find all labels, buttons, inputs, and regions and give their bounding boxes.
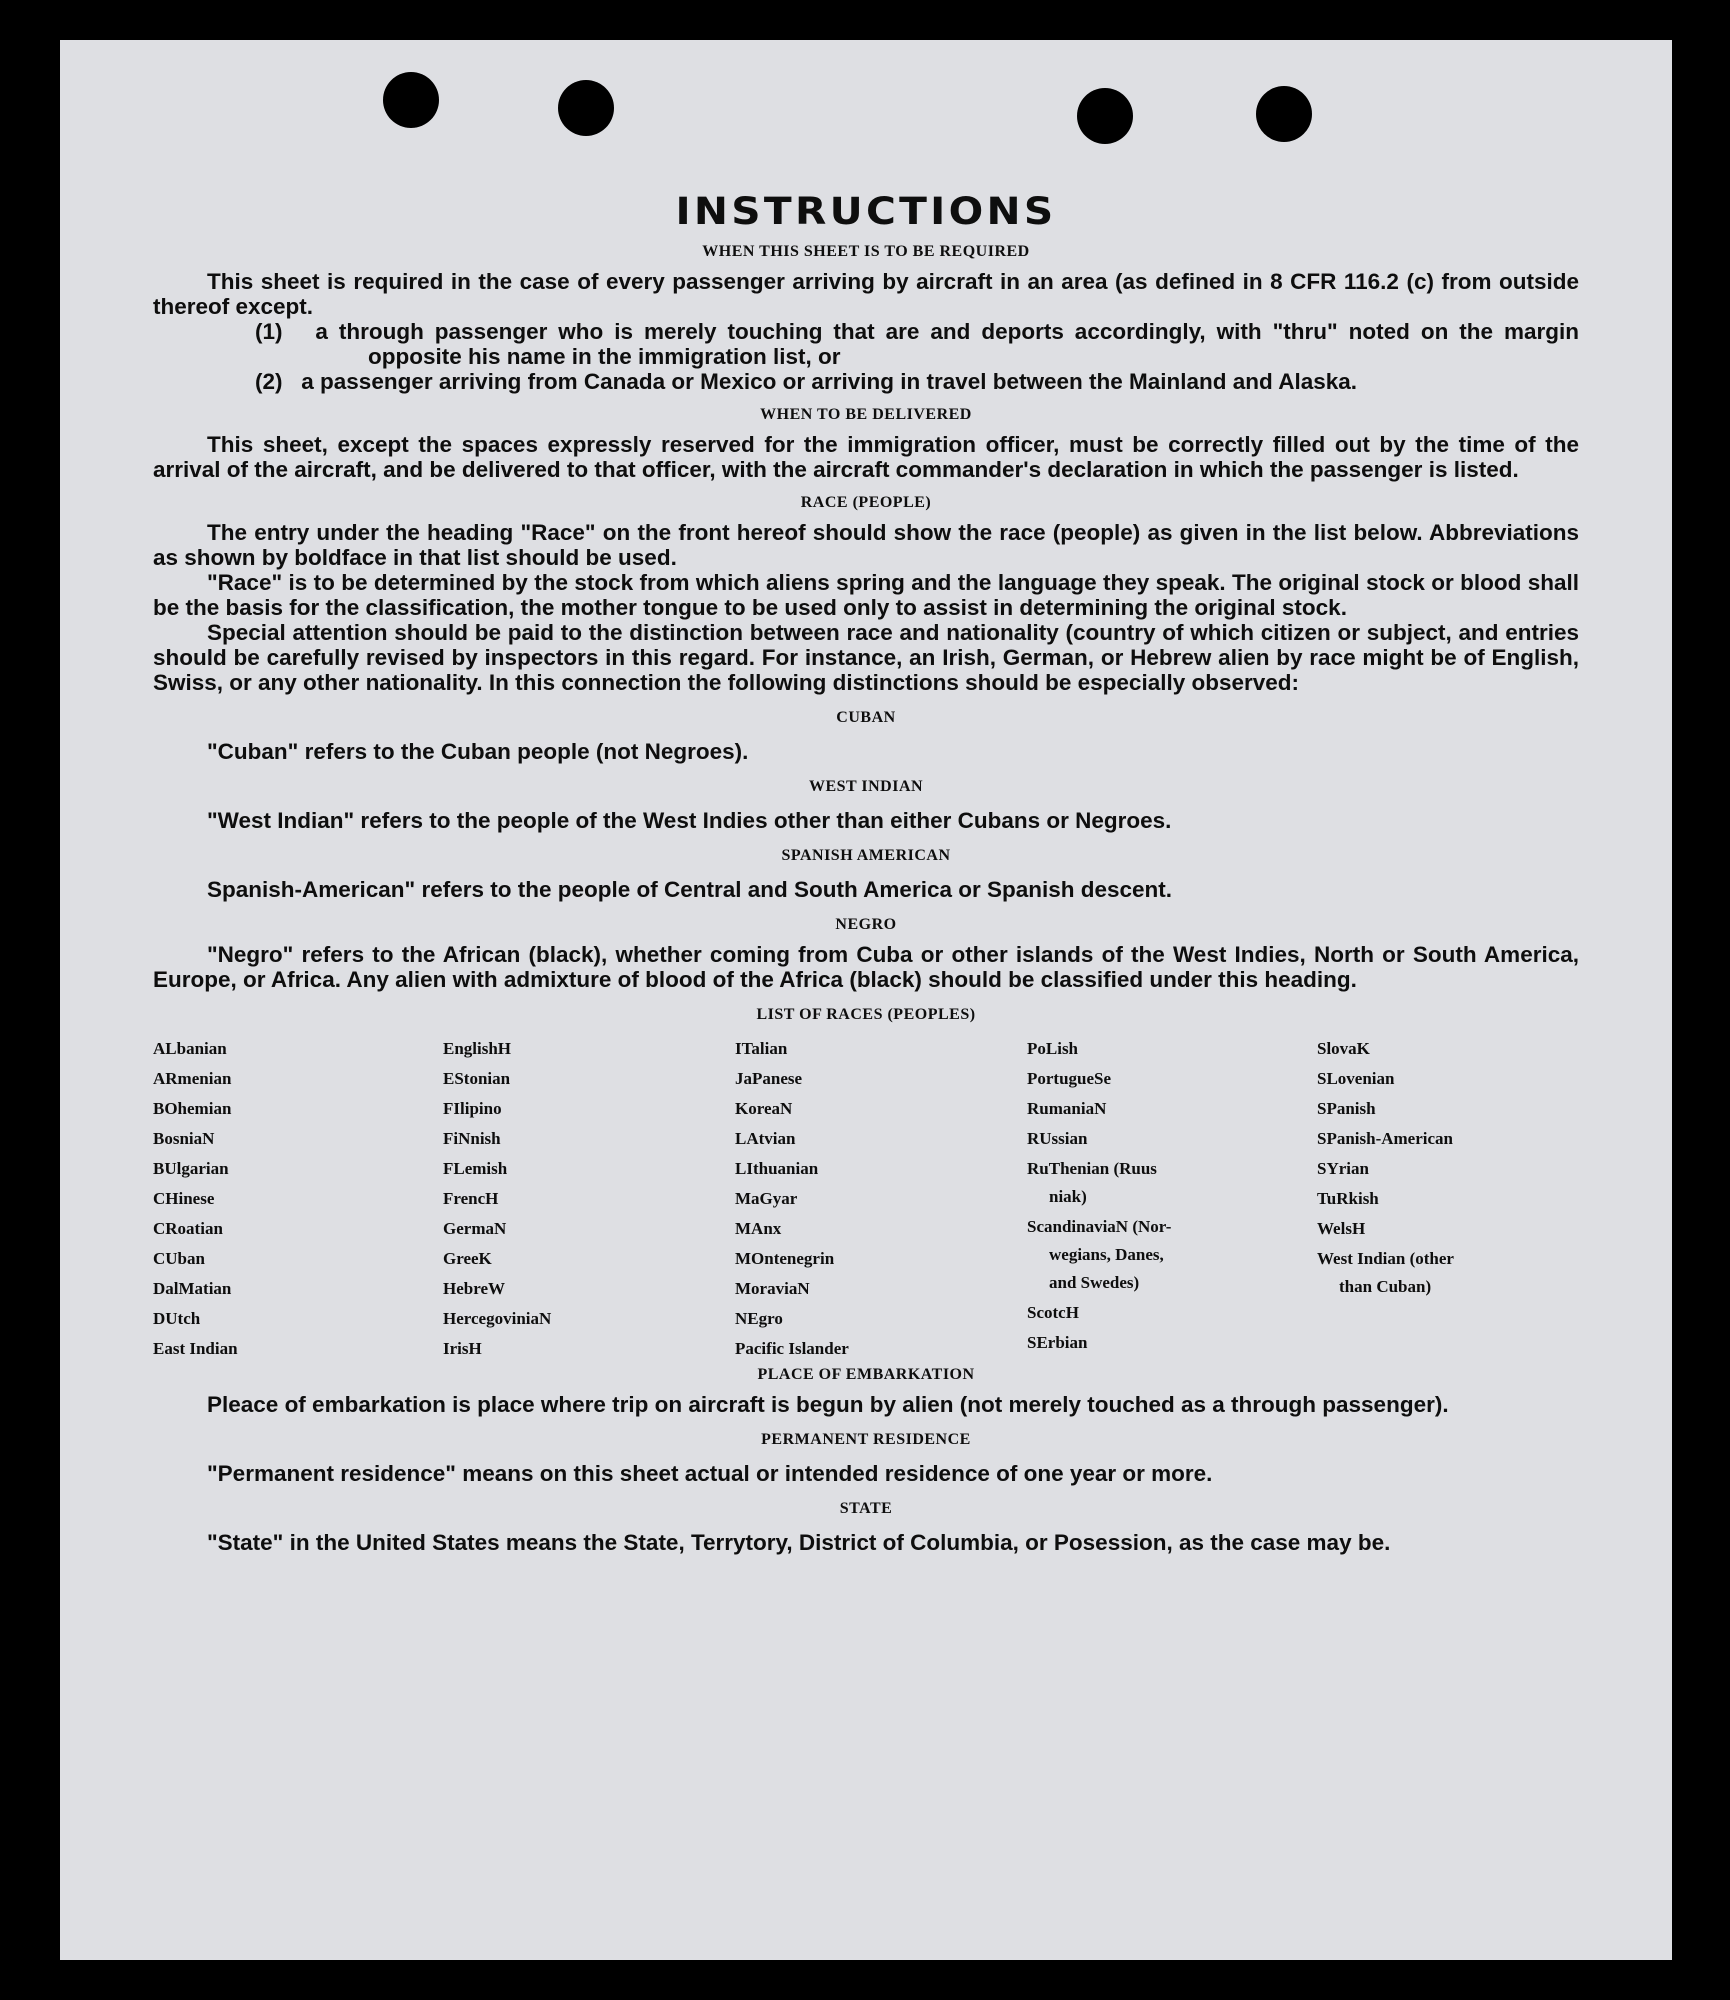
race-item: ITalian bbox=[735, 1039, 788, 1058]
section-heading: STATE bbox=[839, 1500, 893, 1517]
race-item: GreeK bbox=[443, 1249, 492, 1268]
race-item: SPanish-American bbox=[1317, 1129, 1453, 1148]
race-item: PortugueSe bbox=[1027, 1069, 1112, 1088]
section-heading: CUBAN bbox=[836, 709, 896, 726]
race-item: MoraviaN bbox=[735, 1279, 810, 1298]
race-item: KoreaN bbox=[735, 1099, 793, 1118]
race-item: CRoatian bbox=[153, 1219, 223, 1238]
section-heading: PERMANENT RESIDENCE bbox=[761, 1431, 971, 1448]
race-item: JaPanese bbox=[735, 1069, 803, 1088]
race-item: ScandinaviaN (Nor- bbox=[1027, 1217, 1172, 1236]
item-number: (1) bbox=[255, 319, 283, 344]
race-item: ARmenian bbox=[153, 1069, 232, 1088]
race-item: MAnx bbox=[735, 1219, 782, 1238]
race-item: HercegoviniaN bbox=[443, 1309, 552, 1328]
page-title: INSTRUCTIONS bbox=[675, 190, 1057, 233]
race-item: FIlipino bbox=[443, 1099, 502, 1118]
race-column bbox=[443, 1034, 735, 1364]
race-item: SYrian bbox=[1317, 1159, 1369, 1178]
paragraph: "Negro" refers to the African (black), whether coming from Cuba or other islands of the West Indies, North or South America, Europe, or Africa. Any alien with admixture of blood of the Africa (black) should be classified under this heading. bbox=[153, 942, 1579, 992]
race-item: BOhemian bbox=[153, 1099, 232, 1118]
race-item: EStonian bbox=[443, 1069, 511, 1088]
section-heading: NEGRO bbox=[835, 916, 897, 933]
paragraph: This sheet, except the spaces expressly reserved for the immigration officer, must be correctly filled out by the time of the arrival of the aircraft, and be delivered to that officer, with the aircraft commander's declaration in which the passenger is listed. bbox=[153, 432, 1579, 482]
race-item: SPanish bbox=[1317, 1099, 1376, 1118]
race-item: EnglishH bbox=[443, 1039, 512, 1058]
item-text: a passenger arriving from Canada or Mexico or arriving in travel between the Mainland and Alaska. bbox=[301, 369, 1357, 394]
race-item: than Cuban) bbox=[1339, 1277, 1432, 1296]
instructions-content bbox=[153, 190, 1579, 1569]
race-item: LIthuanian bbox=[735, 1159, 819, 1178]
punch-hole bbox=[1256, 86, 1312, 142]
race-item: CUban bbox=[153, 1249, 205, 1268]
paragraph: "Race" is to be determined by the stock from which aliens spring and the language they speak. The original stock or blood shall be the basis for the classification, the mother tongue to be used only to assist in determining the original stock. bbox=[153, 570, 1579, 620]
race-item: PoLish bbox=[1027, 1039, 1079, 1058]
paragraph: "West Indian" refers to the people of the West Indies other than either Cubans or Negroes. bbox=[207, 808, 1172, 833]
race-item: East Indian bbox=[153, 1339, 238, 1358]
race-item: ScotcH bbox=[1027, 1303, 1079, 1322]
paragraph: "State" in the United States means the State, Terrytory, District of Columbia, or Posession, as the case may be. bbox=[207, 1530, 1391, 1555]
race-item: DUtch bbox=[153, 1309, 201, 1328]
race-item: FLemish bbox=[443, 1159, 508, 1178]
punch-hole bbox=[383, 72, 439, 128]
paragraph: "Cuban" refers to the Cuban people (not Negroes). bbox=[207, 739, 749, 764]
race-item: SLovenian bbox=[1317, 1069, 1395, 1088]
section-heading: PLACE OF EMBARKATION bbox=[757, 1366, 975, 1383]
list-item bbox=[153, 319, 1579, 369]
race-item: NEgro bbox=[735, 1309, 783, 1328]
race-item: ALbanian bbox=[153, 1039, 227, 1058]
race-item: and Swedes) bbox=[1049, 1273, 1140, 1292]
race-item: DalMatian bbox=[153, 1279, 232, 1298]
race-item: MaGyar bbox=[735, 1189, 798, 1208]
section-heading: WEST INDIAN bbox=[808, 778, 924, 795]
race-item: FiNnish bbox=[443, 1129, 501, 1148]
item-text: a through passenger who is merely touching that are and deports accordingly, with "thru" noted on the margin opposite his name in the immigration list, or bbox=[315, 319, 1579, 369]
paragraph: This sheet is required in the case of every passenger arriving by aircraft in an area (as defined in 8 CFR 116.2 (c) from outside thereof except. bbox=[153, 269, 1579, 319]
paragraph: Pleace of embarkation is place where trip on aircraft is begun by alien (not merely touched as a through passenger). bbox=[207, 1392, 1449, 1417]
race-item: RuThenian (Ruus bbox=[1027, 1159, 1157, 1178]
paragraph: The entry under the heading "Race" on the front hereof should show the race (people) as given in the list below. Abbreviations as shown by boldface in that list should be used. bbox=[153, 520, 1579, 570]
race-column bbox=[1027, 1034, 1317, 1364]
section-heading: SPANISH AMERICAN bbox=[781, 847, 951, 864]
race-item: LAtvian bbox=[735, 1129, 796, 1148]
punch-hole bbox=[558, 80, 614, 136]
section-heading: LIST OF RACES (PEOPLES) bbox=[756, 1006, 976, 1023]
paragraph: Special attention should be paid to the distinction between race and nationality (country of which citizen or subject, and entries should be carefully revised by inspectors in this regard. For instance, an Irish, German, or Hebrew alien by race might be of English, Swiss, or any other nationality. In this connection the following distinctions should be especially observed: bbox=[153, 620, 1579, 695]
race-item: GermaN bbox=[443, 1219, 507, 1238]
race-item: HebreW bbox=[443, 1279, 506, 1298]
paragraph: Spanish-American" refers to the people of Central and South America or Spanish descent. bbox=[207, 877, 1173, 902]
race-item: IrisH bbox=[443, 1339, 482, 1358]
race-item: FrencH bbox=[443, 1189, 499, 1208]
race-item: BosniaN bbox=[153, 1129, 215, 1148]
race-column bbox=[153, 1034, 443, 1364]
race-item: wegians, Danes, bbox=[1049, 1245, 1164, 1264]
race-item: MOntenegrin bbox=[735, 1249, 835, 1268]
race-item: SErbian bbox=[1027, 1333, 1088, 1352]
race-item: WelsH bbox=[1317, 1219, 1366, 1238]
section-heading: WHEN THIS SHEET IS TO BE REQUIRED bbox=[702, 243, 1030, 260]
race-item: SlovaK bbox=[1317, 1039, 1370, 1058]
race-item: CHinese bbox=[153, 1189, 215, 1208]
section-heading: WHEN TO BE DELIVERED bbox=[760, 406, 972, 423]
race-item: RUssian bbox=[1027, 1129, 1088, 1148]
document-sheet bbox=[60, 40, 1672, 1960]
race-column bbox=[735, 1034, 1027, 1364]
section-heading: RACE (PEOPLE) bbox=[800, 494, 932, 511]
punch-hole bbox=[1077, 88, 1133, 144]
race-item: West Indian (other bbox=[1317, 1249, 1454, 1268]
paragraph: "Permanent residence" means on this sheet actual or intended residence of one year or more. bbox=[207, 1461, 1213, 1486]
race-item: BUlgarian bbox=[153, 1159, 229, 1178]
race-column bbox=[1317, 1034, 1579, 1364]
item-number: (2) bbox=[255, 369, 283, 394]
race-list bbox=[153, 1034, 1579, 1364]
race-item: Pacific Islander bbox=[735, 1339, 849, 1358]
race-item: RumaniaN bbox=[1027, 1099, 1107, 1118]
race-item: TuRkish bbox=[1317, 1189, 1379, 1208]
list-item bbox=[153, 369, 1579, 394]
race-item: niak) bbox=[1049, 1187, 1087, 1206]
